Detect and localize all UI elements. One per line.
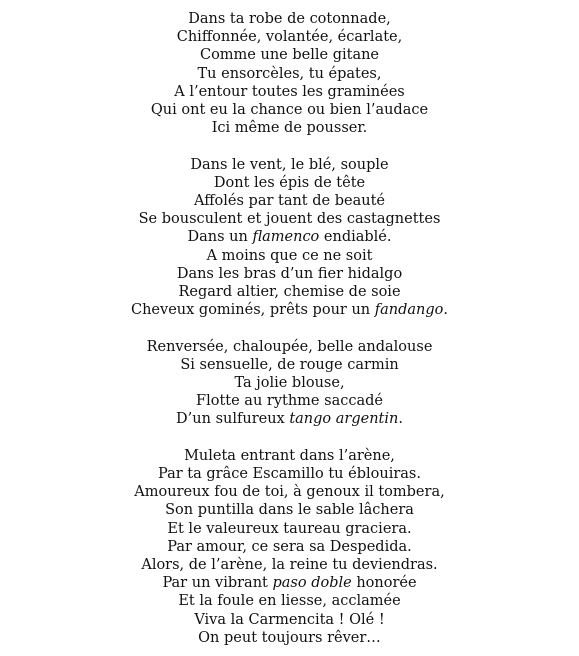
line-text: . bbox=[443, 302, 448, 319]
stanza-1 bbox=[0, 10, 579, 137]
line-text: Si sensuelle, de rouge carmin bbox=[180, 356, 399, 373]
line-text: honorée bbox=[351, 575, 417, 592]
italic-text: flamenco bbox=[252, 229, 320, 246]
poem bbox=[0, 10, 579, 647]
line-text: Comme une belle gitane bbox=[199, 47, 380, 64]
poem-line bbox=[0, 210, 579, 228]
poem-line bbox=[0, 538, 579, 556]
poem-line bbox=[0, 283, 579, 301]
line-text: Ta jolie blouse, bbox=[234, 375, 345, 392]
poem-line bbox=[0, 356, 579, 374]
poem-line bbox=[0, 592, 579, 610]
line-text: Se bousculent et jouent des castagnettes bbox=[138, 211, 441, 228]
poem-line bbox=[0, 447, 579, 465]
line-text: Son puntilla dans le sable lâchera bbox=[165, 502, 414, 519]
line-text: Dans le vent, le blé, souple bbox=[190, 156, 389, 173]
poem-line bbox=[0, 483, 579, 501]
line-text: D’un sulfureux bbox=[176, 411, 290, 428]
line-text: Ici même de pousser. bbox=[211, 120, 368, 137]
line-text: Dans ta robe de cotonnade, bbox=[188, 11, 391, 27]
line-text: Affolés par tant de beauté bbox=[194, 193, 385, 210]
line-text: Cheveux gominés, prêts pour un bbox=[131, 302, 375, 319]
line-text: endiablé. bbox=[319, 229, 392, 246]
poem-line bbox=[0, 520, 579, 538]
line-text: Flotte au rythme saccadé bbox=[196, 393, 383, 410]
line-text: Par amour, ce sera sa Despedida. bbox=[167, 538, 412, 555]
line-text: Et la foule en liesse, acclamée bbox=[178, 593, 401, 610]
line-text: A moins que ce ne soit bbox=[206, 247, 373, 264]
poem-line bbox=[0, 46, 579, 64]
line-text: Chiffonnée, volantée, écarlate, bbox=[176, 29, 403, 46]
poem-line bbox=[0, 629, 579, 647]
line-text: Qui ont eu la chance ou bien l’audace bbox=[150, 102, 429, 119]
line-text: Par un vibrant bbox=[162, 575, 273, 592]
poem-line bbox=[0, 338, 579, 356]
poem-line bbox=[0, 392, 579, 410]
stanza-4 bbox=[0, 447, 579, 647]
poem-line bbox=[0, 556, 579, 574]
poem-line bbox=[0, 574, 579, 592]
poem-line bbox=[0, 28, 579, 46]
line-text: . bbox=[398, 411, 403, 428]
poem-line bbox=[0, 83, 579, 101]
poem-line bbox=[0, 611, 579, 629]
italic-text: tango argentin bbox=[289, 411, 399, 428]
poem-line bbox=[0, 192, 579, 210]
poem-line bbox=[0, 174, 579, 192]
line-text: A l’entour toutes les graminées bbox=[174, 83, 405, 100]
stanza-2 bbox=[0, 156, 579, 320]
stanza-3 bbox=[0, 338, 579, 429]
poem-line bbox=[0, 465, 579, 483]
poem-line bbox=[0, 119, 579, 137]
poem-line bbox=[0, 501, 579, 519]
poem-line bbox=[0, 10, 579, 28]
line-text: Dont les épis de tête bbox=[213, 174, 366, 191]
poem-line bbox=[0, 228, 579, 246]
line-text: Regard altier, chemise de soie bbox=[178, 284, 401, 301]
line-text: Tu ensorcèles, tu épates, bbox=[197, 65, 382, 82]
line-text: Et le valeureux taureau graciera. bbox=[167, 520, 412, 537]
line-text: Viva la Carmencita ! Olé ! bbox=[194, 611, 385, 628]
line-text: On peut toujours rêver… bbox=[198, 629, 381, 646]
line-text: Muleta entrant dans l’arène, bbox=[184, 447, 395, 464]
poem-line bbox=[0, 301, 579, 319]
poem-line bbox=[0, 156, 579, 174]
poem-line bbox=[0, 65, 579, 83]
poem-line bbox=[0, 374, 579, 392]
line-text: Amoureux fou de toi, à genoux il tombera, bbox=[134, 484, 445, 501]
poem-line bbox=[0, 410, 579, 428]
line-text: Alors, de l’arène, la reine tu deviendras. bbox=[141, 557, 438, 574]
italic-text: paso doble bbox=[272, 575, 352, 592]
poem-line bbox=[0, 101, 579, 119]
poem-line bbox=[0, 247, 579, 265]
line-text: Renversée, chaloupée, belle andalouse bbox=[146, 338, 433, 355]
line-text: Par ta grâce Escamillo tu éblouiras. bbox=[158, 466, 421, 483]
poem-line bbox=[0, 265, 579, 283]
line-text: Dans les bras d’un fier hidalgo bbox=[176, 265, 403, 282]
italic-text: fandango bbox=[374, 302, 444, 319]
line-text: Dans un bbox=[187, 229, 253, 246]
